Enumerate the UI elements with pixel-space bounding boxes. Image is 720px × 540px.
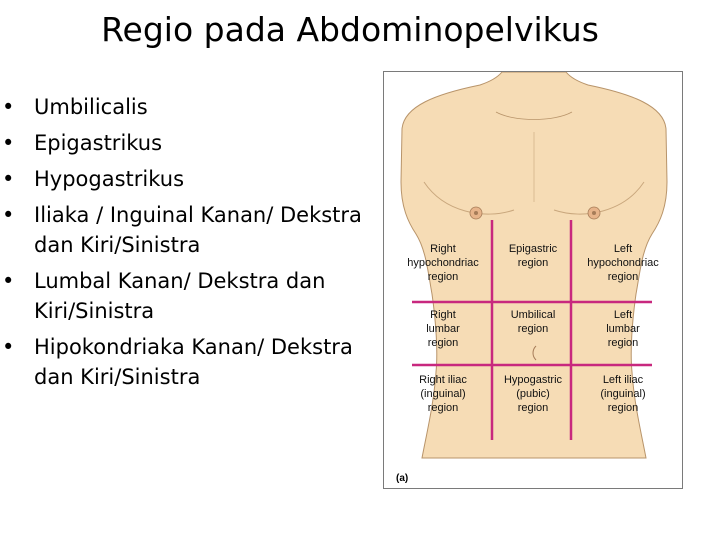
- bullet-iliaka: • Iliaka / Inguinal Kanan/ Dekstra dan Kiri/Sinistra: [0, 200, 365, 260]
- left-nipple-center: [474, 211, 478, 215]
- label-hypogastric: [490, 373, 576, 415]
- line: region: [517, 402, 549, 414]
- label-right-iliac: [400, 373, 486, 415]
- label-right-lumbar: [400, 308, 486, 350]
- panel-letter: (a): [396, 473, 409, 484]
- line: region: [517, 257, 549, 269]
- label-left-iliac: [580, 373, 666, 415]
- bullet-hypogastrikus: • Hypogastrikus: [0, 164, 365, 194]
- line: Right: [430, 309, 456, 321]
- line: region: [607, 337, 639, 349]
- line: Umbilical: [510, 309, 556, 321]
- line: region: [517, 323, 549, 335]
- line: region: [607, 271, 639, 283]
- line: (inguinal): [420, 388, 466, 400]
- line: Right iliac: [419, 374, 467, 386]
- label-right-hypochondriac: [400, 242, 486, 284]
- line: Hypogastric: [503, 374, 563, 386]
- bullet-umbilicalis: • Umbilicalis: [0, 92, 365, 122]
- bullet-hipokondriaka: • Hipokondriaka Kanan/ Dekstra dan Kiri/Sinistra: [0, 332, 365, 392]
- line: (pubic): [516, 388, 550, 400]
- line: Left: [613, 243, 633, 255]
- label-epigastric: [490, 242, 576, 270]
- line: Right: [430, 243, 456, 255]
- line: Epigastric: [508, 243, 558, 255]
- right-nipple-center: [592, 211, 596, 215]
- abdominal-regions-figure: [383, 71, 683, 489]
- line: region: [427, 337, 459, 349]
- line: hypochondriac: [587, 257, 659, 269]
- slide-title: Regio pada Abdominopelvikus: [101, 10, 599, 49]
- line: lumbar: [606, 323, 640, 335]
- line: (inguinal): [600, 388, 646, 400]
- line: region: [607, 402, 639, 414]
- label-umbilical: [490, 308, 576, 336]
- label-left-lumbar: [580, 308, 666, 350]
- line: lumbar: [426, 323, 460, 335]
- line: hypochondriac: [407, 257, 479, 269]
- line: region: [427, 402, 459, 414]
- bullet-epigastrikus: • Epigastrikus: [0, 128, 365, 158]
- bullet-lumbal: • Lumbal Kanan/ Dekstra dan Kiri/Sinistra: [0, 266, 365, 326]
- line: Left iliac: [602, 374, 644, 386]
- label-left-hypochondriac: [580, 242, 666, 284]
- bullet-list: [0, 92, 365, 398]
- line: region: [427, 271, 459, 283]
- line: Left: [613, 309, 633, 321]
